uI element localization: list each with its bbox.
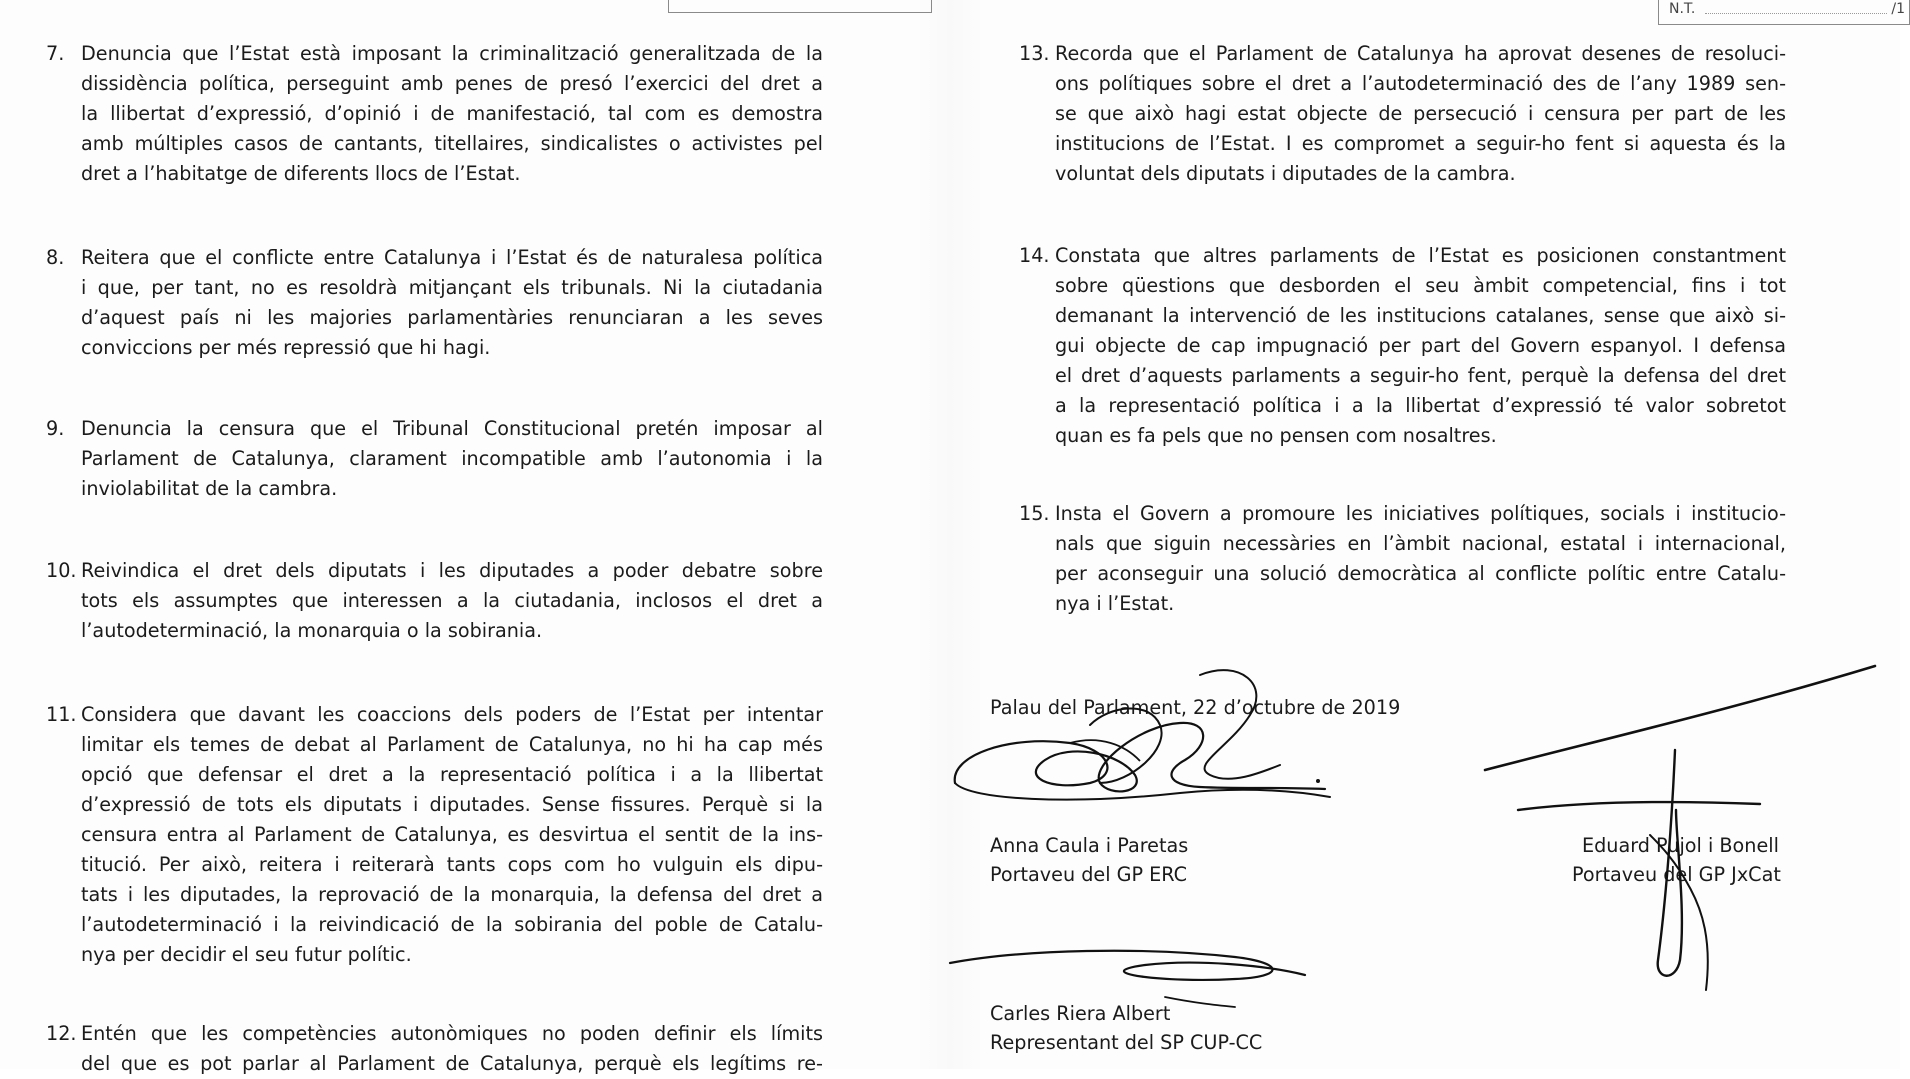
signature-2-scribble bbox=[1480, 660, 1880, 1000]
item-line: inviolabilitat de la cambra. bbox=[81, 477, 338, 500]
item-number: 12. bbox=[46, 1022, 77, 1045]
item-body bbox=[81, 1019, 823, 1079]
item-line: l’autodeterminació, la monarquia o la sobirania. bbox=[81, 619, 543, 642]
item-line: amb múltiples casos de cantants, titellaires, sindicalistes o activistes pel bbox=[81, 132, 823, 155]
item-number: 10. bbox=[46, 559, 77, 582]
item-line: tots els assumptes que interessen a la ciutadania, inclosos el dret a bbox=[81, 589, 823, 612]
item-line: tats i les diputades, la reprovació de la monarquia, la defensa del dret a bbox=[81, 883, 823, 906]
item-number: 11. bbox=[46, 703, 77, 726]
stamp-nt-suffix: /1 bbox=[1891, 1, 1905, 17]
item-line: la llibertat d’expressió, d’opinió i de manifestació, tal com es demostra bbox=[81, 102, 823, 125]
item-line: Considera que davant les coaccions dels poders de l’Estat per intentar bbox=[81, 703, 823, 726]
item-body bbox=[1055, 39, 1786, 189]
resolution-item-11 bbox=[46, 700, 823, 970]
item-line: nya per decidir el seu futur polític. bbox=[81, 943, 412, 966]
resolution-item-14 bbox=[1019, 241, 1786, 451]
stamp-nt-label: N.T. bbox=[1669, 1, 1696, 17]
item-line: demanant la intervenció de les institucions catalanes, sense que això si- bbox=[1055, 304, 1786, 327]
item-line: Parlament de Catalunya, clarament incompatible amb l’autonomia i la bbox=[81, 447, 823, 470]
item-line: nya i l’Estat. bbox=[1055, 592, 1175, 615]
resolution-item-12 bbox=[46, 1019, 823, 1079]
signer-1-role: Portaveu del GP ERC bbox=[990, 863, 1188, 886]
signature-1-scribble bbox=[950, 665, 1340, 825]
item-body bbox=[1055, 499, 1786, 619]
item-line: l’autodeterminació i la reivindicació de la sobirania del poble de Catalu- bbox=[81, 913, 823, 936]
item-line: Entén que les competències autonòmiques no poden definir els límits bbox=[81, 1022, 823, 1045]
item-body bbox=[81, 39, 823, 189]
signature-3-scribble bbox=[945, 935, 1325, 1015]
item-line: opció que defensar el dret a la representació política i a la llibertat bbox=[81, 763, 823, 786]
place-date: Palau del Parlament, 22 d’octubre de 2019 bbox=[990, 696, 1401, 719]
item-body bbox=[81, 556, 823, 646]
item-line: gui objecte de cap impugnació per part del Govern espanyol. I defensa bbox=[1055, 334, 1786, 357]
item-line: el dret d’aquests parlaments a seguir-ho fent, perquè la defensa del dret bbox=[1055, 364, 1786, 387]
item-line: Reivindica el dret dels diputats i les diputades a poder debatre sobre bbox=[81, 559, 823, 582]
scan-gutter bbox=[915, 0, 985, 1069]
item-line: d’expressió de tots els diputats i diputades. Sense fissures. Perquè si la bbox=[81, 793, 823, 816]
item-line: Constata que altres parlaments de l’Estat es posicionen constantment bbox=[1055, 244, 1786, 267]
item-line: Insta el Govern a promoure les iniciatives polítiques, socials i institucio- bbox=[1055, 502, 1786, 525]
item-line: Denuncia que l’Estat està imposant la criminalització generalitzada de la bbox=[81, 42, 823, 65]
item-line: limitar els temes de debat al Parlament de Catalunya, no hi ha cap més bbox=[81, 733, 823, 756]
item-line: a la representació política i a la llibertat d’expressió té valor sobretot bbox=[1055, 394, 1786, 417]
signer-3-name: Carles Riera Albert bbox=[990, 1002, 1171, 1025]
item-line: institucions de l’Estat. I es compromet a seguir-ho fent si aquesta és la bbox=[1055, 132, 1786, 155]
item-number: 7. bbox=[46, 42, 65, 65]
item-line: quan es fa pels que no pensen com nosaltres. bbox=[1055, 424, 1497, 447]
item-body bbox=[81, 243, 823, 363]
item-body bbox=[81, 414, 823, 504]
item-line: i que, per tant, no es resoldrà mitjançant els tribunals. Ni la ciutadania bbox=[81, 276, 823, 299]
item-line: Reitera que el conflicte entre Catalunya i l’Estat és de naturalesa política bbox=[81, 246, 823, 269]
item-number: 9. bbox=[46, 417, 65, 440]
resolution-item-9 bbox=[46, 414, 823, 504]
resolution-item-10 bbox=[46, 556, 823, 646]
item-line: Recorda que el Parlament de Catalunya ha aprovat desenes de resoluci- bbox=[1055, 42, 1786, 65]
item-line: voluntat dels diputats i diputades de la cambra. bbox=[1055, 162, 1516, 185]
stamp-dotted-line bbox=[1705, 13, 1887, 14]
item-line: nals que siguin necessàries en l’àmbit nacional, estatal i internacional, bbox=[1055, 532, 1786, 555]
item-number: 14. bbox=[1019, 244, 1050, 267]
signer-3-role: Representant del SP CUP-CC bbox=[990, 1031, 1263, 1054]
signer-1-name: Anna Caula i Paretas bbox=[990, 834, 1189, 857]
item-body bbox=[81, 700, 823, 970]
item-line: sobre qüestions que desborden el seu àmbit competencial, fins i tot bbox=[1055, 274, 1786, 297]
resolution-item-8 bbox=[46, 243, 823, 363]
resolution-item-13 bbox=[1019, 39, 1786, 189]
signer-2-name: Eduard Pujol i Bonell bbox=[1582, 834, 1779, 857]
item-number: 15. bbox=[1019, 502, 1050, 525]
item-line: titució. Per això, reitera i reiterarà tants cops com ho vulguin els dipu- bbox=[81, 853, 823, 876]
item-line: per aconseguir una solució democràtica al conflicte polític entre Catalu- bbox=[1055, 562, 1786, 585]
item-body bbox=[1055, 241, 1786, 451]
resolution-item-7 bbox=[46, 39, 823, 189]
item-line: se que això hagi estat objecte de persecució i censura per part de les bbox=[1055, 102, 1786, 125]
item-number: 13. bbox=[1019, 42, 1050, 65]
item-line: conviccions per més repressió que hi hagi. bbox=[81, 336, 491, 359]
registry-stamp-left bbox=[668, 0, 932, 13]
item-line: del que es pot parlar al Parlament de Catalunya, perquè els legítims re- bbox=[81, 1052, 823, 1075]
item-line: censura entra al Parlament de Catalunya, es desvirtua el sentit de la ins- bbox=[81, 823, 823, 846]
item-line: Denuncia la censura que el Tribunal Constitucional pretén imposar al bbox=[81, 417, 823, 440]
item-line: ons polítiques sobre el dret a l’autodeterminació des de l’any 1989 sen- bbox=[1055, 72, 1786, 95]
item-number: 8. bbox=[46, 246, 65, 269]
resolution-item-15 bbox=[1019, 499, 1786, 619]
item-line: d’aquest país ni les majories parlamentàries renunciaran a les seves bbox=[81, 306, 823, 329]
item-line: dret a l’habitatge de diferents llocs de l’Estat. bbox=[81, 162, 521, 185]
item-line: dissidència política, perseguint amb penes de presó l’exercici del dret a bbox=[81, 72, 823, 95]
registry-stamp-right bbox=[1658, 0, 1910, 25]
signer-2-role: Portaveu del GP JxCat bbox=[1572, 863, 1781, 886]
